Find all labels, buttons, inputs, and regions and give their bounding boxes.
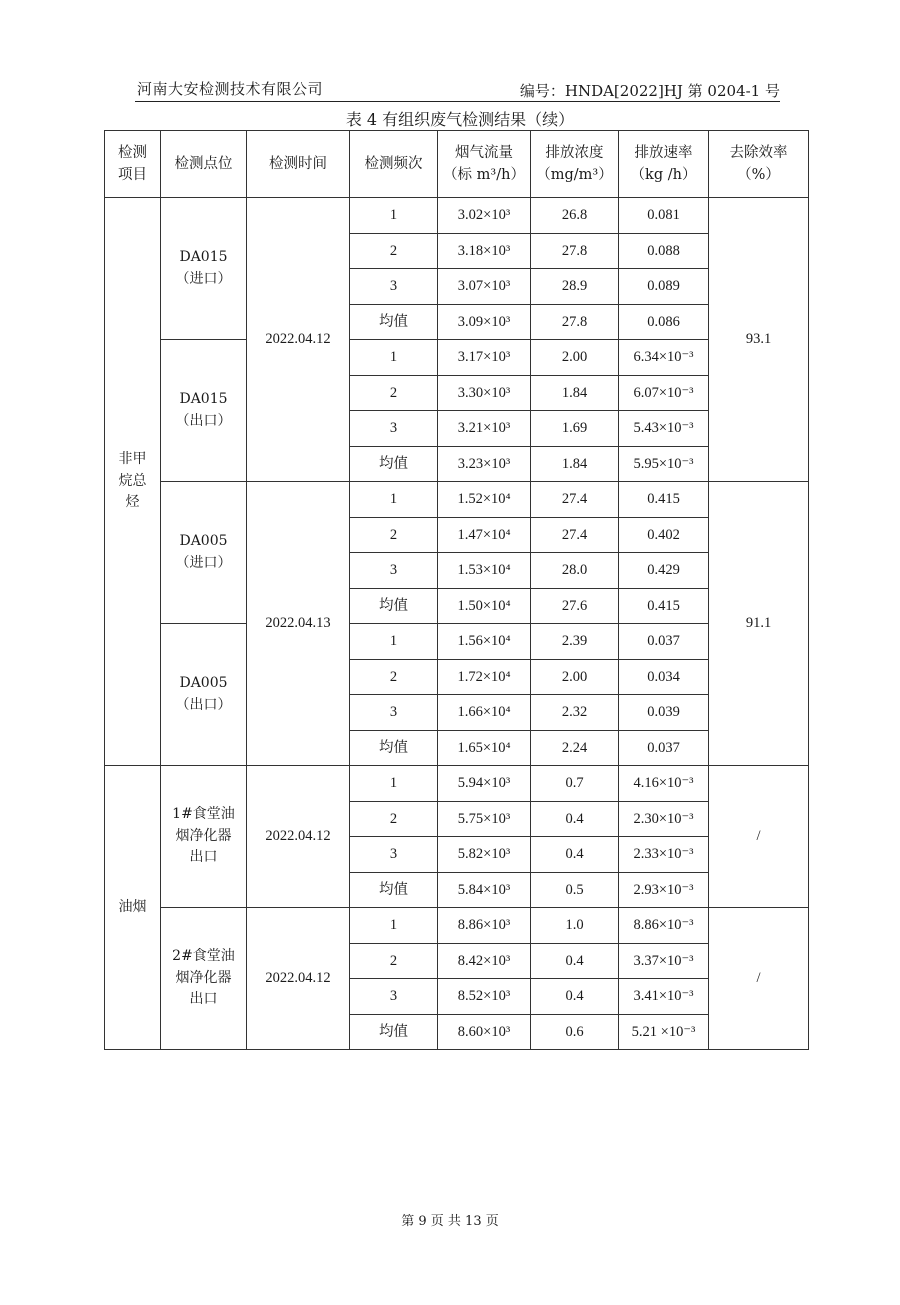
concentration-cell: 1.69 bbox=[531, 411, 619, 447]
col-header-point: 检测点位 bbox=[161, 131, 247, 198]
concentration-cell: 27.4 bbox=[531, 517, 619, 553]
rate-cell: 0.415 bbox=[619, 482, 709, 518]
frequency-cell: 3 bbox=[350, 269, 438, 305]
table-title: 表 4 有组织废气检测结果（续） bbox=[345, 110, 575, 129]
rate-cell: 5.43×10⁻³ bbox=[619, 411, 709, 447]
concentration-cell: 2.00 bbox=[531, 340, 619, 376]
header-rule bbox=[135, 101, 780, 102]
rate-cell: 0.429 bbox=[619, 553, 709, 589]
concentration-cell: 27.4 bbox=[531, 482, 619, 518]
frequency-cell: 1 bbox=[350, 766, 438, 802]
frequency-cell: 均值 bbox=[350, 304, 438, 340]
frequency-cell: 2 bbox=[350, 943, 438, 979]
flow-cell: 1.72×10⁴ bbox=[438, 659, 531, 695]
concentration-cell: 0.4 bbox=[531, 801, 619, 837]
concentration-cell: 27.6 bbox=[531, 588, 619, 624]
rate-cell: 0.089 bbox=[619, 269, 709, 305]
report-number: 编号：HNDA[2022]HJ 第 0204-1 号 bbox=[519, 82, 780, 100]
flow-cell: 8.42×10³ bbox=[438, 943, 531, 979]
point-cell: DA005 （出口） bbox=[161, 624, 247, 766]
flow-cell: 8.60×10³ bbox=[438, 1014, 531, 1050]
concentration-cell: 28.0 bbox=[531, 553, 619, 589]
header-row bbox=[105, 131, 809, 198]
rate-cell: 0.081 bbox=[619, 198, 709, 234]
point-cell: DA015 （出口） bbox=[161, 340, 247, 482]
frequency-cell: 2 bbox=[350, 517, 438, 553]
col-header-time: 检测时间 bbox=[247, 131, 350, 198]
flow-cell: 1.56×10⁴ bbox=[438, 624, 531, 660]
page-footer: 第 9 页 共 13 页 bbox=[401, 1214, 499, 1229]
frequency-cell: 均值 bbox=[350, 446, 438, 482]
frequency-cell: 1 bbox=[350, 624, 438, 660]
concentration-cell: 27.8 bbox=[531, 233, 619, 269]
flow-cell: 1.65×10⁴ bbox=[438, 730, 531, 766]
flow-cell: 3.09×10³ bbox=[438, 304, 531, 340]
table-row bbox=[105, 624, 809, 660]
concentration-cell: 1.84 bbox=[531, 446, 619, 482]
flow-cell: 3.17×10³ bbox=[438, 340, 531, 376]
rate-cell: 0.086 bbox=[619, 304, 709, 340]
flow-cell: 3.21×10³ bbox=[438, 411, 531, 447]
concentration-cell: 0.5 bbox=[531, 872, 619, 908]
point-cell: DA005 （进口） bbox=[161, 482, 247, 624]
frequency-cell: 2 bbox=[350, 659, 438, 695]
concentration-cell: 28.9 bbox=[531, 269, 619, 305]
frequency-cell: 1 bbox=[350, 198, 438, 234]
flow-cell: 5.75×10³ bbox=[438, 801, 531, 837]
concentration-cell: 0.4 bbox=[531, 979, 619, 1015]
concentration-cell: 2.32 bbox=[531, 695, 619, 731]
frequency-cell: 1 bbox=[350, 340, 438, 376]
concentration-cell: 2.00 bbox=[531, 659, 619, 695]
efficiency-cell: 91.1 bbox=[709, 482, 809, 766]
point-cell: 2#食堂油 烟净化器 出口 bbox=[161, 908, 247, 1050]
flow-cell: 8.52×10³ bbox=[438, 979, 531, 1015]
frequency-cell: 均值 bbox=[350, 730, 438, 766]
frequency-cell: 1 bbox=[350, 908, 438, 944]
concentration-cell: 1.0 bbox=[531, 908, 619, 944]
col-header-efficiency: 去除效率 （%） bbox=[709, 131, 809, 198]
efficiency-cell: / bbox=[709, 766, 809, 908]
frequency-cell: 3 bbox=[350, 411, 438, 447]
frequency-cell: 1 bbox=[350, 482, 438, 518]
rate-cell: 8.86×10⁻³ bbox=[619, 908, 709, 944]
flow-cell: 1.52×10⁴ bbox=[438, 482, 531, 518]
flow-cell: 3.02×10³ bbox=[438, 198, 531, 234]
table-row bbox=[105, 340, 809, 376]
frequency-cell: 均值 bbox=[350, 588, 438, 624]
flow-cell: 1.47×10⁴ bbox=[438, 517, 531, 553]
rate-cell: 0.037 bbox=[619, 624, 709, 660]
rate-cell: 0.415 bbox=[619, 588, 709, 624]
frequency-cell: 2 bbox=[350, 233, 438, 269]
date-cell: 2022.04.13 bbox=[247, 482, 350, 766]
rate-cell: 3.37×10⁻³ bbox=[619, 943, 709, 979]
col-header-concentration: 排放浓度 （mg/m³） bbox=[531, 131, 619, 198]
concentration-cell: 2.24 bbox=[531, 730, 619, 766]
rate-cell: 0.088 bbox=[619, 233, 709, 269]
item-cell: 油烟 bbox=[105, 766, 161, 1050]
frequency-cell: 均值 bbox=[350, 1014, 438, 1050]
frequency-cell: 3 bbox=[350, 553, 438, 589]
table-row bbox=[105, 766, 809, 802]
date-cell: 2022.04.12 bbox=[247, 766, 350, 908]
flow-cell: 3.30×10³ bbox=[438, 375, 531, 411]
efficiency-cell: 93.1 bbox=[709, 198, 809, 482]
rate-cell: 0.037 bbox=[619, 730, 709, 766]
flow-cell: 1.53×10⁴ bbox=[438, 553, 531, 589]
rate-cell: 6.07×10⁻³ bbox=[619, 375, 709, 411]
item-cell: 非甲 烷总 烃 bbox=[105, 198, 161, 766]
concentration-cell: 0.4 bbox=[531, 943, 619, 979]
rate-cell: 2.33×10⁻³ bbox=[619, 837, 709, 873]
frequency-cell: 3 bbox=[350, 695, 438, 731]
col-header-rate: 排放速率 （kg /h） bbox=[619, 131, 709, 198]
rate-cell: 5.95×10⁻³ bbox=[619, 446, 709, 482]
table-row bbox=[105, 908, 809, 944]
rate-cell: 2.93×10⁻³ bbox=[619, 872, 709, 908]
results-body bbox=[105, 198, 809, 1050]
flow-cell: 1.66×10⁴ bbox=[438, 695, 531, 731]
frequency-cell: 均值 bbox=[350, 872, 438, 908]
flow-cell: 1.50×10⁴ bbox=[438, 588, 531, 624]
concentration-cell: 1.84 bbox=[531, 375, 619, 411]
flow-cell: 3.18×10³ bbox=[438, 233, 531, 269]
rate-cell: 2.30×10⁻³ bbox=[619, 801, 709, 837]
concentration-cell: 2.39 bbox=[531, 624, 619, 660]
flow-cell: 5.82×10³ bbox=[438, 837, 531, 873]
rate-cell: 6.34×10⁻³ bbox=[619, 340, 709, 376]
col-header-item: 检测 项目 bbox=[105, 131, 161, 198]
company-name: 河南大安检测技术有限公司 bbox=[137, 80, 324, 98]
frequency-cell: 3 bbox=[350, 979, 438, 1015]
frequency-cell: 2 bbox=[350, 801, 438, 837]
flow-cell: 3.07×10³ bbox=[438, 269, 531, 305]
rate-cell: 5.21 ×10⁻³ bbox=[619, 1014, 709, 1050]
col-header-frequency: 检测频次 bbox=[350, 131, 438, 198]
rate-cell: 4.16×10⁻³ bbox=[619, 766, 709, 802]
frequency-cell: 2 bbox=[350, 375, 438, 411]
results-table bbox=[104, 130, 809, 1050]
concentration-cell: 0.6 bbox=[531, 1014, 619, 1050]
frequency-cell: 3 bbox=[350, 837, 438, 873]
flow-cell: 3.23×10³ bbox=[438, 446, 531, 482]
flow-cell: 5.84×10³ bbox=[438, 872, 531, 908]
flow-cell: 8.86×10³ bbox=[438, 908, 531, 944]
rate-cell: 0.034 bbox=[619, 659, 709, 695]
concentration-cell: 27.8 bbox=[531, 304, 619, 340]
rate-cell: 0.039 bbox=[619, 695, 709, 731]
date-cell: 2022.04.12 bbox=[247, 198, 350, 482]
date-cell: 2022.04.12 bbox=[247, 908, 350, 1050]
rate-cell: 0.402 bbox=[619, 517, 709, 553]
table-row bbox=[105, 482, 809, 518]
flow-cell: 5.94×10³ bbox=[438, 766, 531, 802]
concentration-cell: 0.4 bbox=[531, 837, 619, 873]
point-cell: 1#食堂油 烟净化器 出口 bbox=[161, 766, 247, 908]
concentration-cell: 0.7 bbox=[531, 766, 619, 802]
point-cell: DA015 （进口） bbox=[161, 198, 247, 340]
rate-cell: 3.41×10⁻³ bbox=[619, 979, 709, 1015]
concentration-cell: 26.8 bbox=[531, 198, 619, 234]
table-row bbox=[105, 198, 809, 234]
col-header-flow: 烟气流量 （标 m³/h） bbox=[438, 131, 531, 198]
efficiency-cell: / bbox=[709, 908, 809, 1050]
